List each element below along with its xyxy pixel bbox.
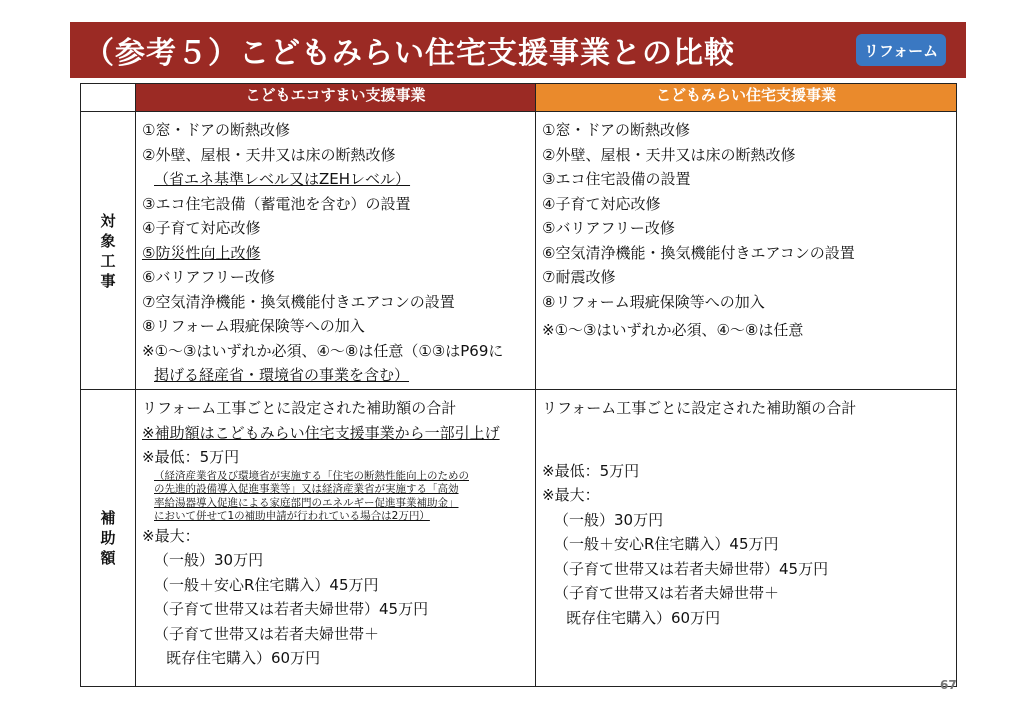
list-item: ③エコ住宅設備（蓄電池を含む）の設置 — [142, 194, 411, 213]
subsidy-item: （子育て世帯又は若者夫婦世帯）45万円 — [554, 559, 829, 578]
page-title: （参考５）こどもみらい住宅支援事業との比較 — [84, 36, 735, 71]
list-item: ⑧リフォーム瑕疵保険等への加入 — [542, 292, 765, 311]
list-item: ④子育て対応改修 — [542, 194, 661, 213]
list-item: ④子育て対応改修 — [142, 219, 261, 237]
note-line: ※①～③はいずれか必須、④～⑧は任意 — [542, 321, 804, 339]
small-note: （経済産業省及び環境省が実施する「住宅の断熱性能向上のための — [154, 469, 469, 482]
subsidy-line: ※最大： — [142, 526, 200, 545]
label-char: 象 — [100, 231, 116, 250]
list-item: ①窓・ドアの断熱改修 — [142, 121, 290, 139]
small-note: において併せて1の補助申請が行われている場合は2万円） — [154, 510, 430, 522]
subsidy-item: （子育て世帯又は若者夫婦世帯＋ — [554, 584, 780, 602]
label-char: 補 — [100, 509, 116, 527]
list-item: ②外壁、屋根・天井又は床の断熱改修 — [542, 145, 796, 164]
list-item: ⑤防災性向上改修 — [142, 243, 261, 262]
list-item: ②外壁、屋根・天井又は床の断熱改修 — [142, 145, 396, 164]
label-char: 事 — [100, 271, 116, 290]
subsidy-line: ※最低：5万円 — [542, 461, 640, 480]
list-item: （省エネ基準レベル又はZEHレベル） — [154, 170, 411, 188]
label-char: 額 — [100, 549, 116, 567]
subsidy-label — [81, 390, 136, 687]
comparison-table — [80, 83, 957, 687]
kodomo-mirai-subsidy — [536, 390, 957, 687]
subsidy-line: ※最低：5万円 — [142, 448, 240, 466]
table-header-row — [81, 84, 957, 112]
subsidy-line: ※最大： — [542, 486, 600, 504]
note-line: ※①～③はいずれか必須、④～⑧は任意（①③はP69に — [142, 341, 504, 360]
small-note: 率給湯器導入促進による家庭部門のエネルギー促進事業補助金」 — [154, 496, 459, 509]
title-bar — [70, 22, 966, 78]
list-item: ③エコ住宅設備の設置 — [542, 170, 691, 188]
subsidy-line: ※補助額はこどもみらい住宅支援事業から一部引上げ — [142, 423, 500, 442]
subsidy-item: （一般）30万円 — [154, 551, 264, 569]
subsidy-item: 既存住宅購入）60万円 — [566, 608, 721, 627]
label-char: 対 — [100, 211, 116, 230]
target-works-row — [81, 112, 957, 390]
note-line: 掲げる経産省・環境省の事業を含む） — [154, 366, 410, 384]
spacer — [542, 421, 956, 459]
list-item: ⑦耐震改修 — [542, 268, 616, 286]
page-number: 67 — [940, 678, 957, 692]
target-works-label — [81, 112, 136, 390]
list-item: ⑥空気清浄機能・換気機能付きエアコンの設置 — [542, 243, 855, 262]
subsidy-item: （一般＋安心R住宅購入）45万円 — [554, 535, 779, 553]
list-item: ⑧リフォーム瑕疵保険等への加入 — [142, 317, 365, 335]
eco-sumai-subsidy — [136, 390, 536, 687]
kodomo-mirai-target-works — [536, 112, 957, 390]
subsidy-item: （子育て世帯又は若者夫婦世帯）45万円 — [154, 600, 429, 618]
header-empty-cell — [81, 84, 136, 112]
subsidy-item: （一般＋安心R住宅購入）45万円 — [154, 575, 379, 594]
list-item: ⑥バリアフリー改修 — [142, 268, 275, 286]
label-char: 工 — [100, 251, 116, 270]
reform-badge: リフォーム — [856, 34, 946, 66]
list-item: ⑤バリアフリー改修 — [542, 219, 675, 237]
subsidy-item: （子育て世帯又は若者夫婦世帯＋ — [154, 624, 380, 643]
subsidy-line: リフォーム工事ごとに設定された補助額の合計 — [542, 399, 857, 417]
eco-sumai-target-works — [136, 112, 536, 390]
subsidy-line: リフォーム工事ごとに設定された補助額の合計 — [142, 399, 457, 417]
label-char: 助 — [100, 529, 116, 547]
header-eco-sumai: こどもエコすまい支援事業 — [136, 84, 536, 112]
subsidy-row — [81, 390, 957, 687]
small-note: の先進的設備導入促進事業等」又は経済産業省が実施する「高効 — [154, 483, 459, 495]
subsidy-item: （一般）30万円 — [554, 510, 664, 529]
list-item: ①窓・ドアの断熱改修 — [542, 121, 690, 139]
list-item: ⑦空気清浄機能・換気機能付きエアコンの設置 — [142, 292, 455, 311]
subsidy-item: 既存住宅購入）60万円 — [166, 649, 321, 667]
header-kodomo-mirai: こどもみらい住宅支援事業 — [536, 84, 957, 112]
